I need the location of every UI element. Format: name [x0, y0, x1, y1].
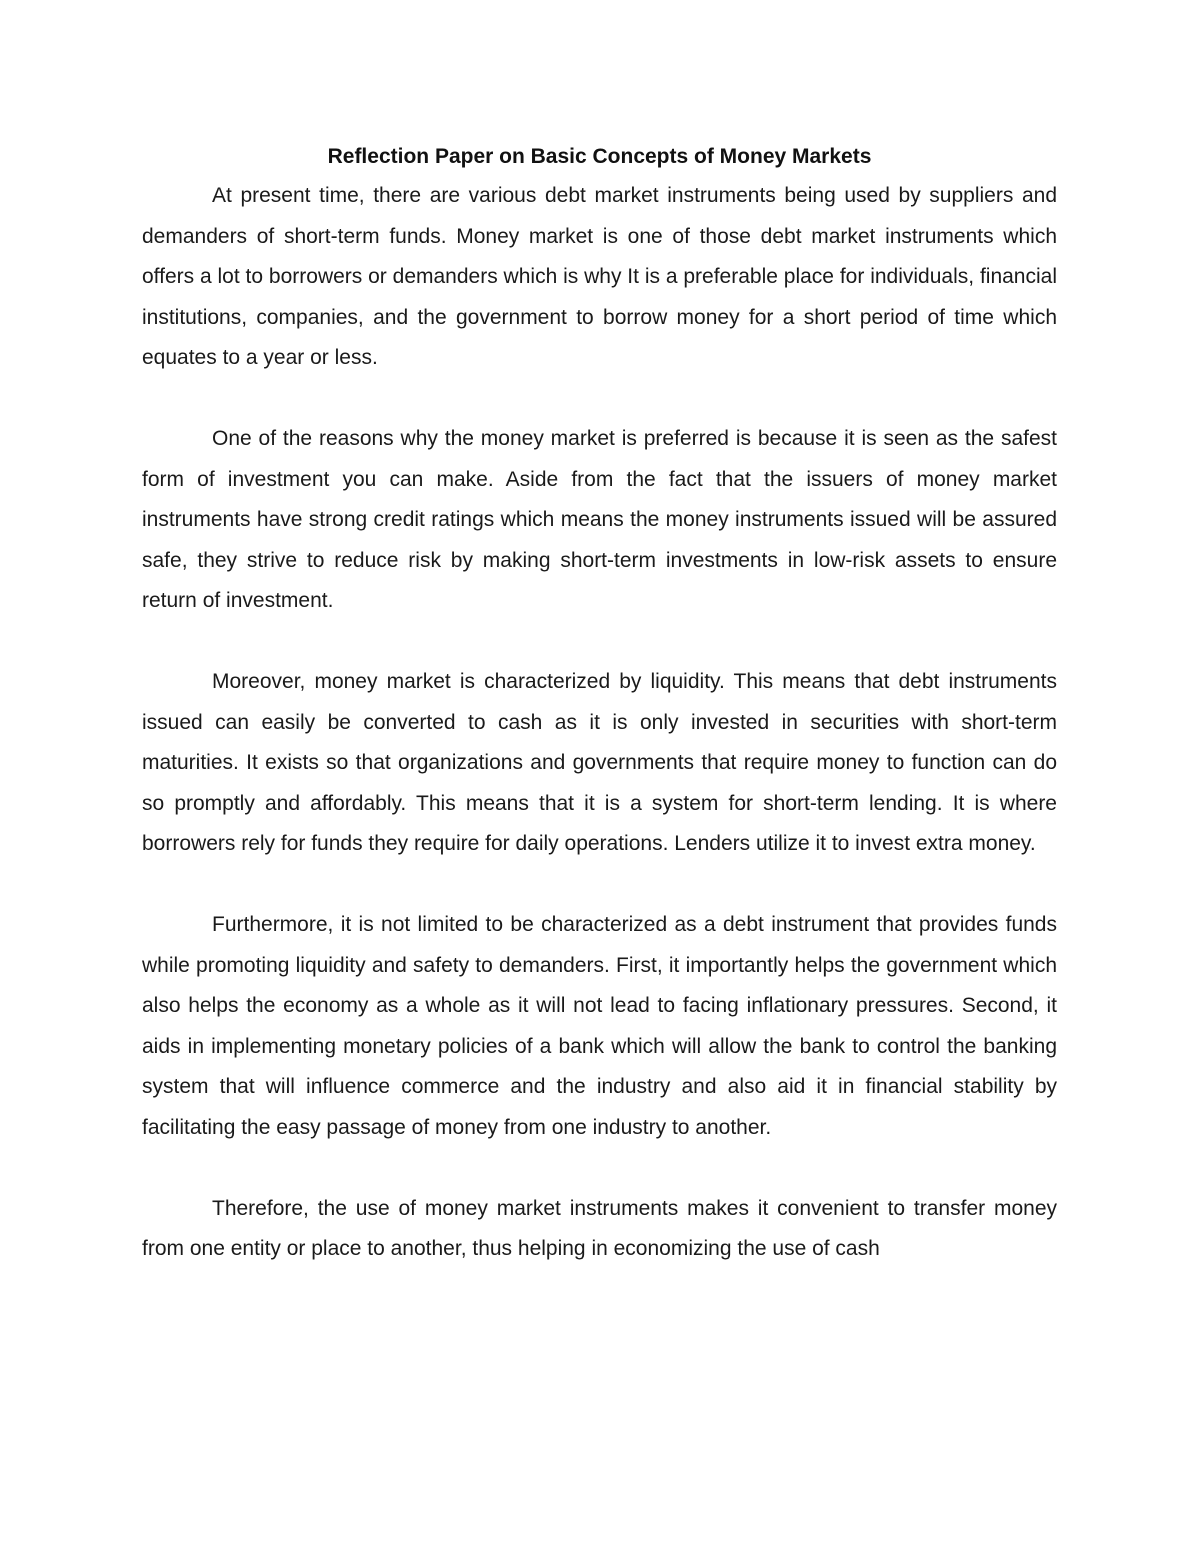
document-title: Reflection Paper on Basic Concepts of Money Markets	[327, 145, 872, 168]
paragraph-intro: At present time, there are various debt market instruments being used by suppliers and demanders of short-term funds. Money market is one of those debt market instruments which offers a lot to borrowers or demanders which is why It is a preferable place for individuals, financial institutions, companies, and the government to borrow money for a short period of time which equates to a year or less.	[142, 184, 1057, 369]
paragraph-safety: One of the reasons why the money market is preferred is because it is seen as the safest form of investment you can make. Aside from the fact that the issuers of money market instruments have strong credit ratings which means the money instruments issued will be assured safe, they strive to reduce risk by making short-term investments in low-risk assets to ensure return of investment.	[142, 427, 1057, 612]
paragraph-functions: Furthermore, it is not limited to be characterized as a debt instrument that provides funds while promoting liquidity and safety to demanders. First, it importantly helps the government which also helps the economy as a whole as it will not lead to facing inflationary pressures. Second, it aids in implementing monetary policies of a bank which will allow the bank to control the banking system that will influence commerce and the industry and also aid it in financial stability by facilitating the easy passage of money from one industry to another.	[142, 913, 1057, 1139]
document-body	[142, 138, 1057, 1270]
paragraph-conclusion: Therefore, the use of money market instruments makes it convenient to transfer money from one entity or place to another, thus helping in economizing the use of cash	[142, 1196, 1057, 1260]
paragraph-liquidity: Moreover, money market is characterized by liquidity. This means that debt instruments issued can easily be converted to cash as it is only invested in securities with short-term maturities. It exists so that organizations and governments that require money to function can do so promptly and affordably. This means that it is a system for short-term lending. It is where borrowers rely for funds they require for daily operations. Lenders utilize it to invest extra money.	[142, 670, 1057, 855]
